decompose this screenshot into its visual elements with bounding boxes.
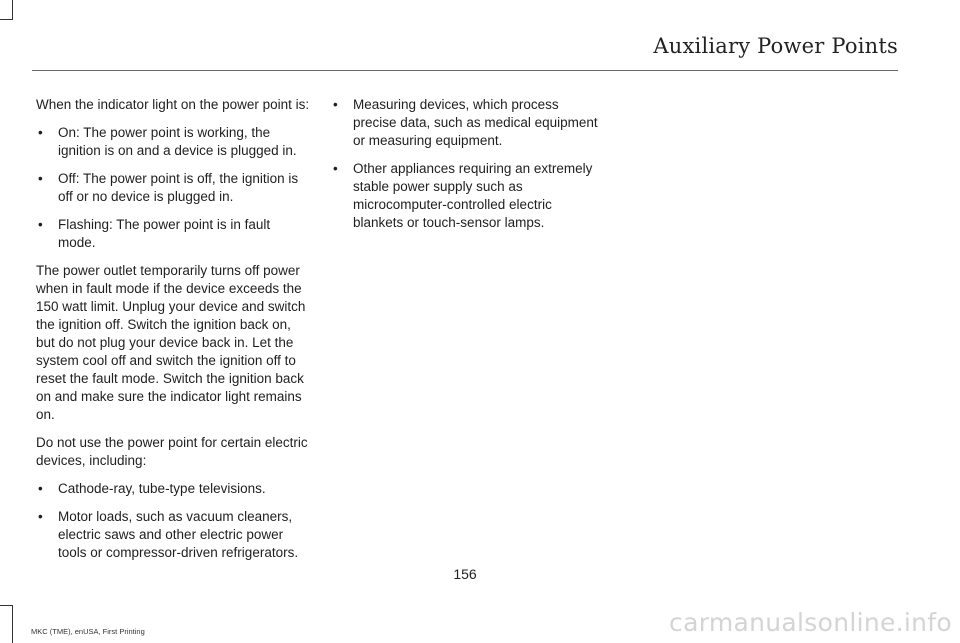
crop-mark-top-horizontal — [0, 19, 13, 20]
list-item-text: On: The power point is working, the ignition is on and a device is plugged in. — [58, 125, 297, 158]
bullet: • — [38, 217, 43, 232]
device-list-left — [36, 480, 310, 562]
list-item-text: Flashing: The power point is in fault mode. — [58, 217, 271, 250]
crop-mark-top-vertical — [12, 0, 13, 19]
list-item-text: Other appliances requiring an extremely stable power supply such as microcomputer-controlled electric blankets or touch-sensor lamps. — [353, 161, 593, 230]
bullet: • — [333, 97, 338, 112]
list-item — [331, 160, 603, 232]
list-item — [36, 508, 310, 562]
watermark: carmanualsonline.info — [669, 608, 952, 637]
list-item-text: Off: The power point is off, the ignition is off or no device is plugged in. — [58, 171, 299, 204]
list-item — [36, 170, 310, 206]
crop-mark-bottom-vertical — [12, 605, 13, 643]
header-rule — [32, 70, 898, 71]
edition-footer: MKC (TME), enUSA, First Printing — [31, 627, 145, 636]
list-item-text: Motor loads, such as vacuum cleaners, electric saws and other electric power tools or compressor-driven refrigerators. — [58, 509, 299, 560]
crop-mark-bottom-horizontal — [0, 605, 13, 606]
indicator-status-list — [36, 124, 310, 252]
fault-mode-paragraph: The power outlet temporarily turns off power when in fault mode if the device exceeds the 150 watt limit. Unplug your device and switch the ignition off. Switch the ignition back on, but do not plug your device back in. Let the system cool off and switch the ignition off to reset the fault mode. Switch the ignition back on and make sure the indicator light remains on. — [36, 263, 306, 422]
list-item — [36, 124, 310, 160]
list-item — [36, 216, 310, 252]
bullet: • — [333, 161, 338, 176]
bullet: • — [38, 171, 43, 186]
list-item — [36, 480, 310, 498]
bullet: • — [38, 509, 43, 524]
bullet: • — [38, 125, 43, 140]
right-column — [331, 96, 603, 242]
indicator-intro: When the indicator light on the power point is: — [36, 97, 310, 112]
list-item-text: Cathode-ray, tube-type televisions. — [58, 481, 266, 496]
list-item — [331, 96, 603, 150]
device-list-right — [331, 96, 603, 232]
device-warning-intro: Do not use the power point for certain electric devices, including: — [36, 435, 308, 468]
left-column — [36, 96, 310, 572]
page-number: 156 — [453, 566, 477, 582]
page-title: Auxiliary Power Points — [653, 34, 898, 58]
list-item-text: Measuring devices, which process precise data, such as medical equipment or measuring equipment. — [353, 97, 598, 148]
bullet: • — [38, 481, 43, 496]
